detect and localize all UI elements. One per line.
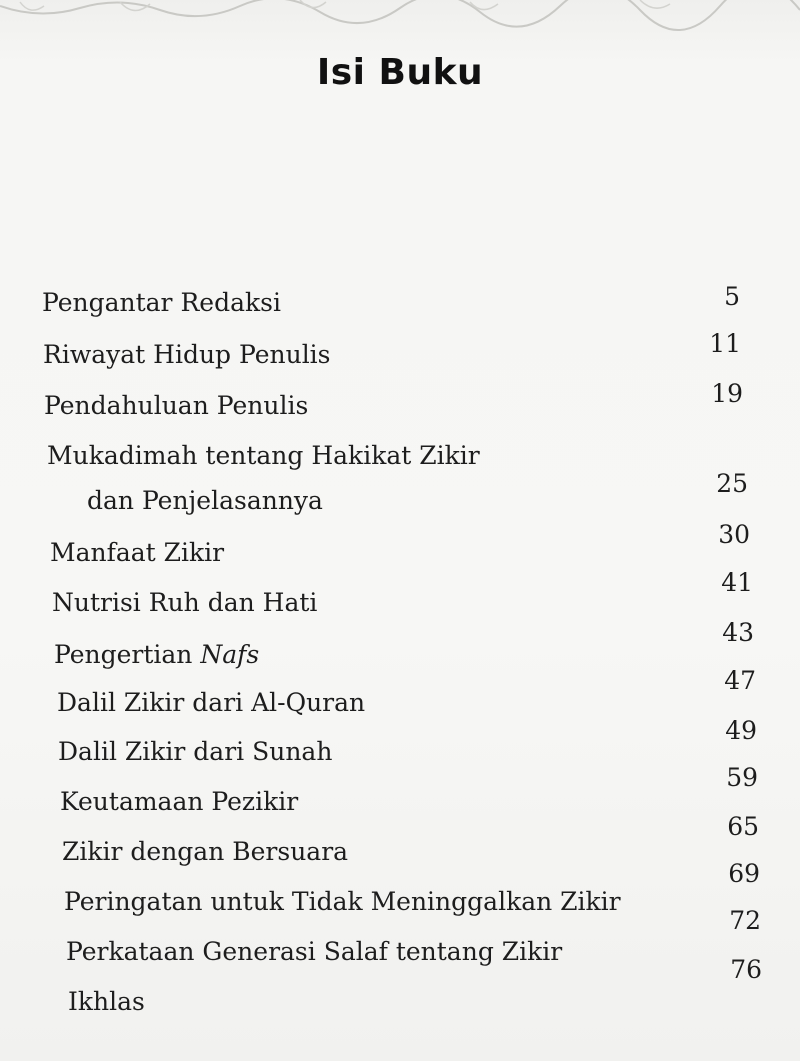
toc-entry-label <box>54 640 259 670</box>
toc-page-number: 69 <box>728 859 760 888</box>
toc-entry-label-line2: dan Penjelasannya <box>87 486 323 515</box>
toc-entry-label: Zikir dengan Bersuara <box>62 837 349 866</box>
toc-entry-label: Nutrisi Ruh dan Hati <box>52 588 318 617</box>
toc-entry-label: Ikhlas <box>68 987 145 1016</box>
toc-page-number: 72 <box>729 906 761 935</box>
toc-entry-label: Perkataan Generasi Salaf tentang Zikir <box>66 937 563 966</box>
toc-page-number: 5 <box>724 282 740 311</box>
toc-entry-label <box>47 441 480 516</box>
toc-page-number: 43 <box>722 618 754 647</box>
toc-entry-label: Keutamaan Pezikir <box>60 787 299 816</box>
toc-page-number: 41 <box>721 568 753 597</box>
page-title: Isi Buku <box>316 52 484 93</box>
toc-page-number: 65 <box>727 812 759 841</box>
toc-entry-label: Peringatan untuk Tidak Meninggalkan Zikir <box>64 887 621 916</box>
toc-page-number: 76 <box>730 955 762 984</box>
toc-page-number: 19 <box>711 379 743 408</box>
toc-entry-label: Pendahuluan Penulis <box>44 391 309 420</box>
toc-entry-label: Manfaat Zikir <box>50 538 225 567</box>
toc-entry-label: Riwayat Hidup Penulis <box>43 340 331 369</box>
toc-page-number: 47 <box>724 666 756 695</box>
toc-page-number: 30 <box>718 520 750 549</box>
decorative-border-ornament-icon <box>0 0 800 36</box>
toc-entry-label: Dalil Zikir dari Al-Quran <box>57 688 366 717</box>
toc-page-number: 25 <box>716 469 748 498</box>
toc-page-number: 11 <box>709 329 741 358</box>
toc-entry-label: Dalil Zikir dari Sunah <box>58 737 333 766</box>
toc-entry-label-line1: Mukadimah tentang Hakikat Zikir <box>47 441 480 470</box>
toc-page-number: 59 <box>726 763 758 792</box>
toc-entry-label: Pengantar Redaksi <box>42 288 281 317</box>
toc-entry-label-text: Pengertian <box>54 640 201 669</box>
toc-page-number: 49 <box>725 716 757 745</box>
toc-entry-label-italic: Nafs <box>200 640 260 669</box>
